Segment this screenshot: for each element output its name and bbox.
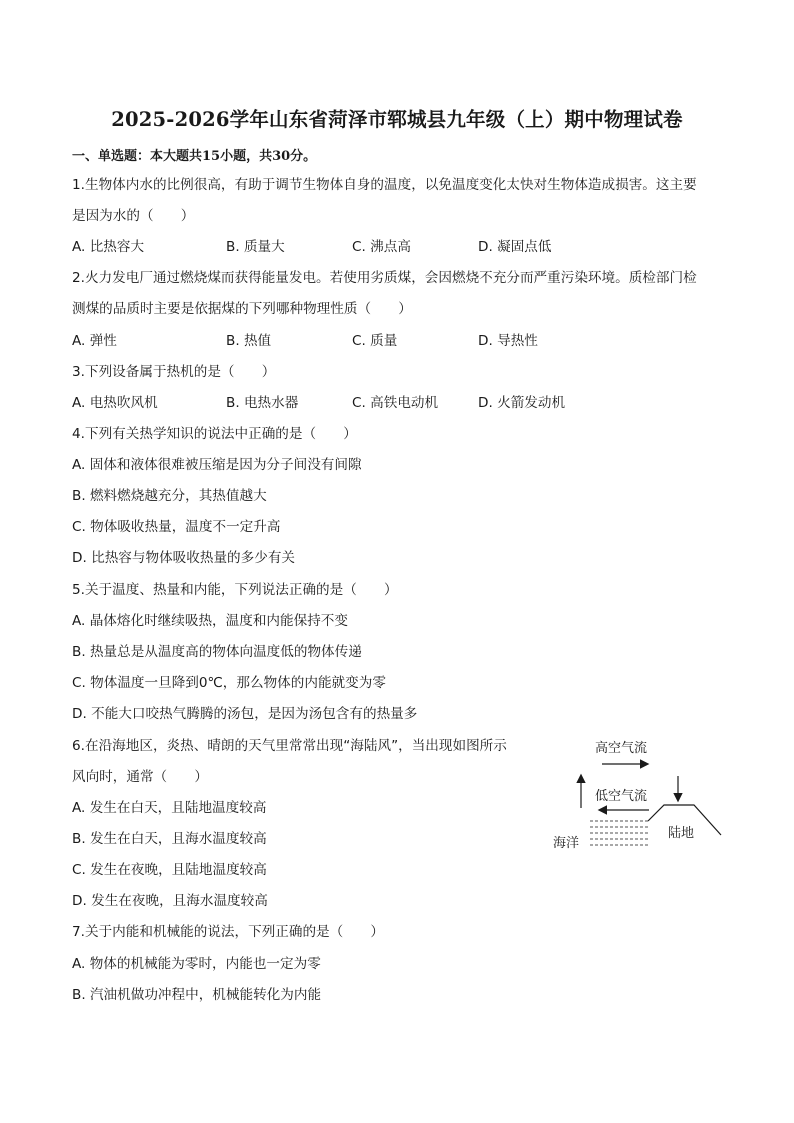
question-2-option-c[interactable]: C. 质量: [352, 333, 398, 349]
ocean-label: 海洋: [553, 836, 580, 851]
high-air-label: 高空气流: [595, 741, 648, 756]
question-3-option-a[interactable]: A. 电热吹风机: [72, 395, 158, 411]
question-5-option-b[interactable]: B. 热量总是从温度高的物体向温度低的物体传递: [72, 644, 362, 660]
question-5-option-a[interactable]: A. 晶体熔化时继续吸热，温度和内能保持不变: [72, 613, 348, 629]
question-2-line-2: 测煤的品质时主要是依据煤的下列哪种物理性质（ ）: [72, 301, 412, 317]
page-title: 2025-2026学年山东省菏泽市郓城县九年级（上）期中物理试卷: [111, 108, 683, 131]
question-7-option-b[interactable]: B. 汽油机做功冲程中，机械能转化为内能: [72, 987, 322, 1003]
question-4-line-1: 4.下列有关热学知识的说法中正确的是（ ）: [72, 426, 357, 442]
low-air-label: 低空气流: [595, 789, 648, 804]
question-1-option-c[interactable]: C. 沸点高: [352, 239, 411, 255]
question-1-option-d[interactable]: D. 凝固点低: [478, 239, 552, 255]
question-6-option-a[interactable]: A. 发生在白天，且陆地温度较高: [72, 800, 267, 816]
question-3-option-d[interactable]: D. 火箭发动机: [478, 395, 566, 411]
section-heading: 一、单选题：本大题共15小题，共30分。: [72, 149, 317, 164]
question-1-option-a[interactable]: A. 比热容大: [72, 239, 145, 255]
sea-surface: [590, 821, 648, 845]
question-3-option-c[interactable]: C. 高铁电动机: [352, 395, 439, 411]
question-2-option-b[interactable]: B. 热值: [226, 333, 272, 349]
question-6-line-2: 风向时，通常（ ）: [72, 769, 208, 785]
question-4-option-c[interactable]: C. 物体吸收热量，温度不一定升高: [72, 519, 281, 535]
question-5-line-1: 5.关于温度、热量和内能，下列说法正确的是（ ）: [72, 582, 398, 598]
question-6-line-1: 6.在沿海地区，炎热、晴朗的天气里常常出现“海陆风”，当出现如图所示: [72, 738, 507, 754]
question-5-option-c[interactable]: C. 物体温度一旦降到0℃，那么物体的内能就变为零: [72, 675, 386, 691]
sea-land-breeze-diagram: [548, 735, 728, 855]
question-5-option-d[interactable]: D. 不能大口咬热气腾腾的汤包，是因为汤包含有的热量多: [72, 706, 418, 722]
question-1-line-2: 是因为水的（ ）: [72, 208, 195, 224]
question-6-option-c[interactable]: C. 发生在夜晚，且陆地温度较高: [72, 862, 267, 878]
question-2-option-d[interactable]: D. 导热性: [478, 333, 538, 349]
land-label: 陆地: [668, 826, 695, 841]
question-2-line-1: 2.火力发电厂通过燃烧煤而获得能量发电。若使用劣质煤，会因燃烧不充分而严重污染环境。质检部门检: [72, 270, 697, 286]
question-4-option-b[interactable]: B. 燃料燃烧越充分，其热值越大: [72, 488, 267, 504]
question-4-option-a[interactable]: A. 固体和液体很难被压缩是因为分子间没有间隙: [72, 457, 362, 473]
question-3-option-b[interactable]: B. 电热水器: [226, 395, 299, 411]
question-3-line-1: 3.下列设备属于热机的是（ ）: [72, 364, 276, 380]
question-7-line-1: 7.关于内能和机械能的说法，下列正确的是（ ）: [72, 924, 385, 940]
question-2-option-a[interactable]: A. 弹性: [72, 333, 117, 349]
question-7-option-a[interactable]: A. 物体的机械能为零时，内能也一定为零: [72, 956, 321, 972]
question-1-option-b[interactable]: B. 质量大: [226, 239, 285, 255]
question-1-line-1: 1.生物体内水的比例很高，有助于调节生物体自身的温度，以免温度变化太快对生物体造成损害。这主要: [72, 177, 697, 193]
question-4-option-d[interactable]: D. 比热容与物体吸收热量的多少有关: [72, 550, 296, 566]
question-6-option-d[interactable]: D. 发生在夜晚，且海水温度较高: [72, 893, 268, 909]
question-6-option-b[interactable]: B. 发生在白天，且海水温度较高: [72, 831, 267, 847]
